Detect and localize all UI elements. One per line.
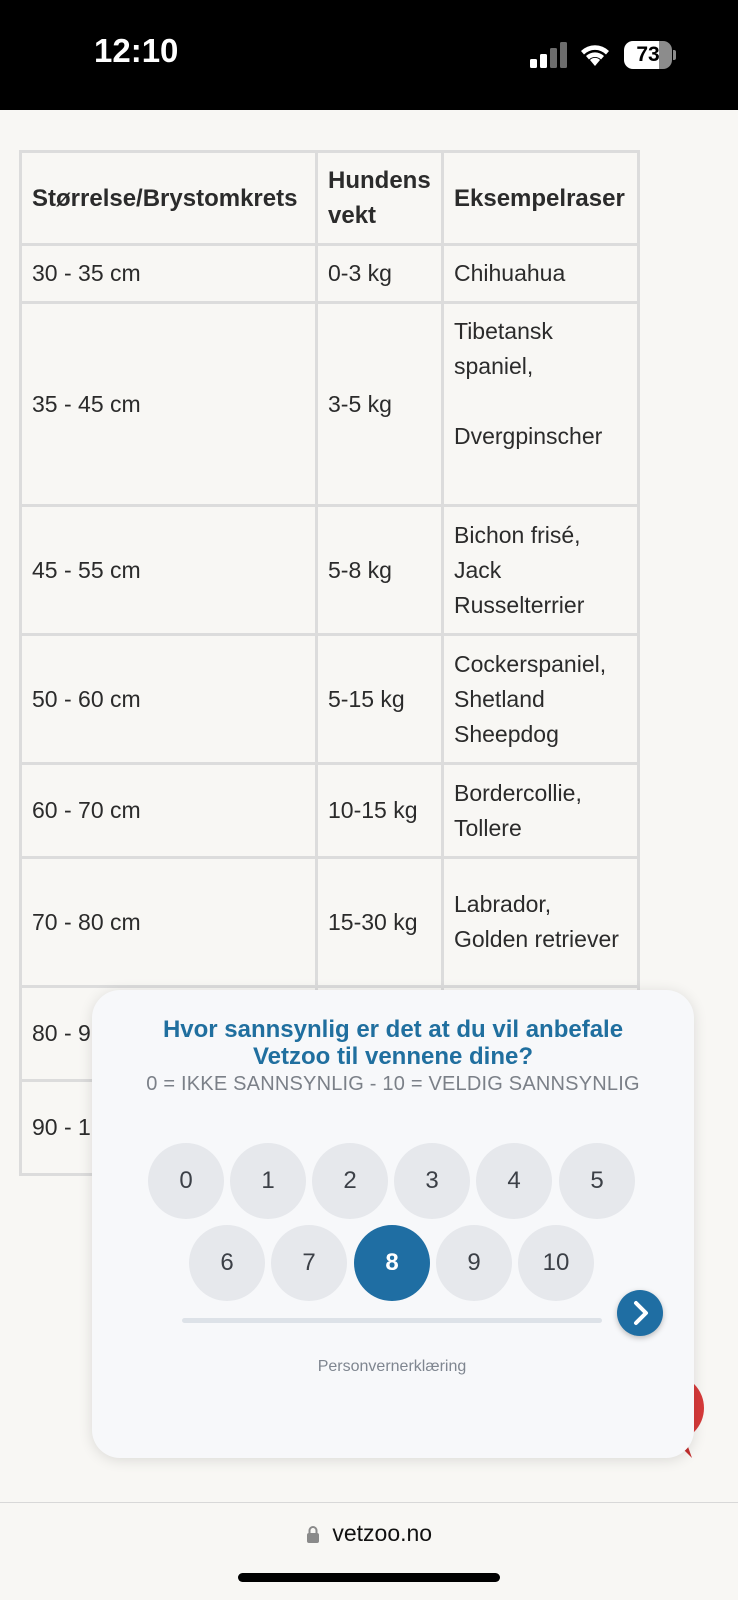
table-cell-weight: 3-5 kg	[317, 303, 443, 506]
header-weight: Hundens vekt	[317, 152, 443, 245]
survey-progress-bar	[182, 1318, 602, 1323]
table-cell-weight: 5-15 kg	[317, 635, 443, 764]
home-indicator[interactable]	[238, 1573, 500, 1582]
score-button-8[interactable]: 8	[354, 1225, 430, 1301]
bottom-divider	[0, 1502, 738, 1503]
table-row	[21, 858, 639, 987]
table-cell-size: 45 - 55 cm	[21, 506, 317, 635]
table-cell-size: 50 - 60 cm	[21, 635, 317, 764]
chevron-right-icon	[617, 1290, 663, 1336]
table-cell-size: 90 - 1	[21, 1081, 317, 1175]
table-cell-breeds: Bichon frisé, Jack Russelterrier	[443, 506, 639, 635]
score-button-4[interactable]: 4	[476, 1143, 552, 1219]
table-cell-size: 60 - 70 cm	[21, 764, 317, 858]
table-cell-size: 35 - 45 cm	[21, 303, 317, 506]
signal-icon	[530, 42, 568, 68]
table-row	[21, 764, 639, 858]
table-cell-size: 70 - 80 cm	[21, 858, 317, 987]
table-cell-breeds: Bordercollie, Tollere	[443, 764, 639, 858]
table-cell-size: 80 - 9	[21, 987, 317, 1081]
score-button-0[interactable]: 0	[148, 1143, 224, 1219]
header-size: Størrelse/Brystomkrets	[21, 152, 317, 245]
table-row	[21, 303, 639, 506]
address-bar[interactable]	[0, 1520, 738, 1560]
status-bar	[0, 0, 738, 110]
score-button-1[interactable]: 1	[230, 1143, 306, 1219]
table-cell-breeds: Cockerspaniel, Shetland Sheepdog	[443, 635, 639, 764]
table-cell-size: 30 - 35 cm	[21, 245, 317, 303]
table-cell-weight: 15-30 kg	[317, 858, 443, 987]
score-button-5[interactable]: 5	[559, 1143, 635, 1219]
score-button-3[interactable]: 3	[394, 1143, 470, 1219]
header-breeds: Eksempelraser	[443, 152, 639, 245]
table-cell-breeds: Labrador, Golden retriever	[443, 858, 639, 987]
table-row	[21, 635, 639, 764]
battery-icon	[624, 39, 676, 71]
table-cell-weight: 0-3 kg	[317, 245, 443, 303]
table-cell-breeds: Tibetansk spaniel, Dvergpinscher	[443, 303, 639, 506]
table-cell-breeds: Chihuahua	[443, 245, 639, 303]
url-text: vetzoo.no	[332, 1520, 433, 1546]
score-button-10[interactable]: 10	[518, 1225, 594, 1301]
score-button-7[interactable]: 7	[271, 1225, 347, 1301]
table-header-row	[21, 152, 639, 245]
survey-scale-label: 0 = IKKE SANNSYNLIG - 10 = VELDIG SANNSYNLIG	[146, 1073, 640, 1095]
score-button-2[interactable]: 2	[312, 1143, 388, 1219]
lock-icon	[306, 1525, 320, 1543]
nps-survey-card	[92, 990, 694, 1458]
next-button[interactable]	[617, 1290, 663, 1336]
table-row	[21, 506, 639, 635]
table-cell-weight: 5-8 kg	[317, 506, 443, 635]
score-button-9[interactable]: 9	[436, 1225, 512, 1301]
score-button-6[interactable]: 6	[189, 1225, 265, 1301]
survey-question: Hvor sannsynlig er det at du vil anbefale Vetzoo til vennene dine?	[162, 1016, 624, 1070]
battery-percent: 73	[636, 43, 660, 66]
privacy-policy-link[interactable]: Personvernerklæring	[317, 1358, 467, 1375]
table-row	[21, 245, 639, 303]
wifi-icon	[578, 40, 612, 68]
status-time: 12:10	[94, 32, 179, 69]
table-cell-weight: 10-15 kg	[317, 764, 443, 858]
